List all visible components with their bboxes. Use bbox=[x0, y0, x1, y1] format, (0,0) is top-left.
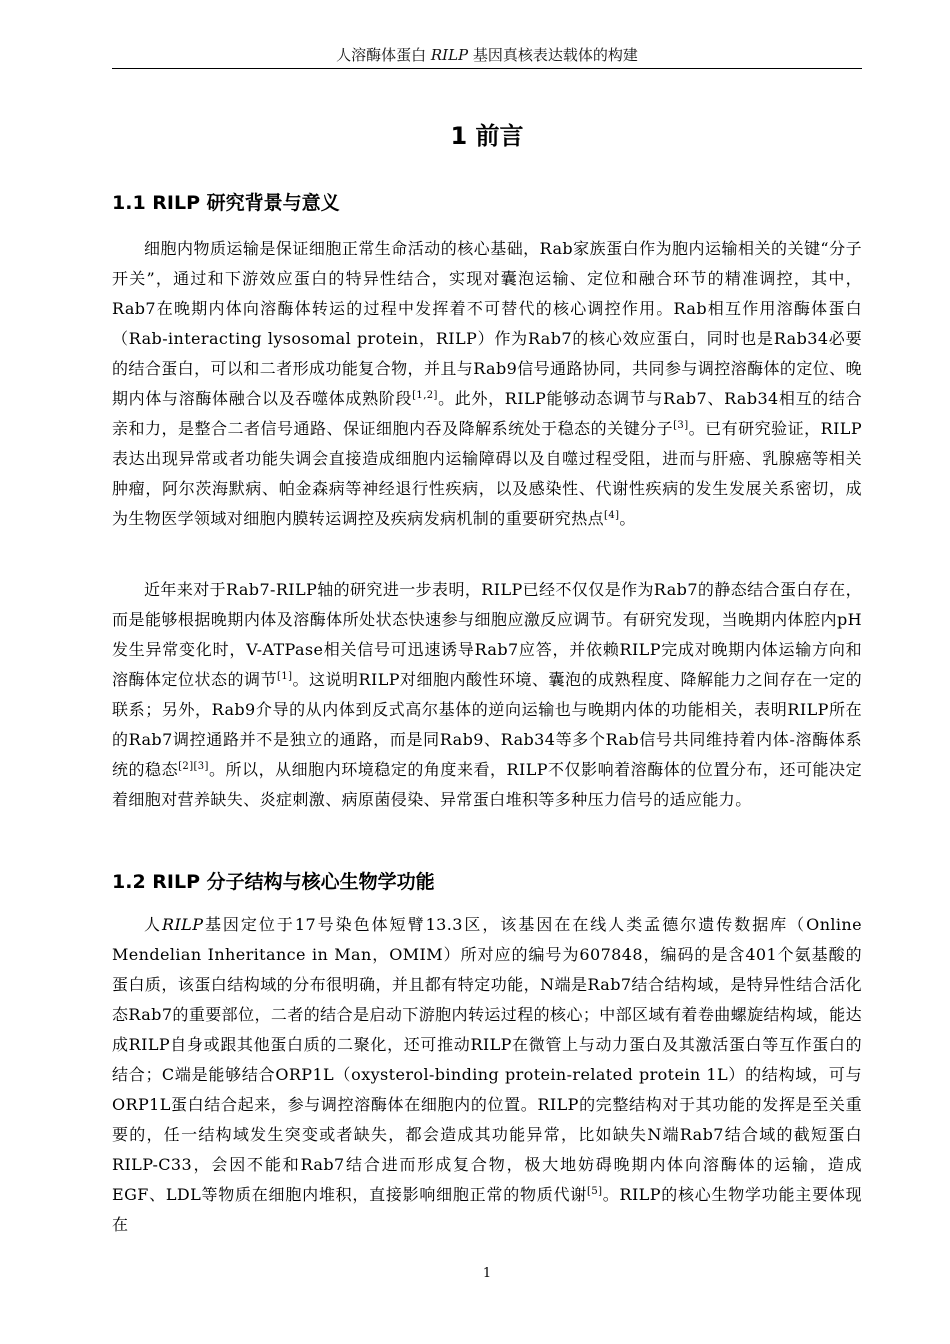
header-rule bbox=[112, 68, 862, 69]
p1-text-1: 细胞内物质运输是保证细胞正常生命活动的核心基础，Rab家族蛋白作为胞内运输相关的关键“分子开关”，通过和下游效应蛋白的特异性结合，实现对囊泡运输、定位和融合环节的精准调控，其中，Rab7在晚期内体向溶酶体转运的过程中发挥着不可替代的核心调控作用。Rab相互作用溶酶体蛋白（Rab-interacting lysosomal protein，RILP）作为Rab7的核心效应蛋白，同时也是Rab34必要的结合蛋白，可以和二者形成功能复合物，并且与Rab9信号通路协同，共同参与调控溶酶体的定位、晚期内体与溶酶体融合以及吞噬体成熟阶段 bbox=[112, 239, 862, 408]
p1-text-2: 。此外，RILP能够动态调节与Rab7、Rab34相互的结合亲和力，是整合二者信号通路、保证细胞内吞及降解系统处于稳态的关键分子 bbox=[112, 389, 862, 438]
p1-text-4: 。 bbox=[619, 509, 636, 528]
citation: [4] bbox=[604, 510, 620, 521]
p2-text-3: 。所以，从细胞内环境稳定的角度来看，RILP不仅影响着溶酶体的位置分布，还可能决定着细胞对营养缺失、炎症刺激、病原菌侵染、异常蛋白堆积等多种压力信号的适应能力。 bbox=[112, 760, 862, 809]
citation: [1,2] bbox=[412, 390, 438, 401]
citation: [2][3] bbox=[178, 761, 209, 772]
citation: [1] bbox=[277, 671, 293, 682]
header-title-gene: RILP bbox=[430, 46, 469, 64]
p1-text-3: 。已有研究验证，RILP表达出现异常或者功能失调会直接造成细胞内运输障碍以及自噬过程受阻，进而与肝癌、乳腺癌等相关肿瘤，阿尔茨海默病、帕金森病等神经退行性疾病，以及感染性、代谢性疾病的发生发展关系密切，成为生物医学领域对细胞内膜转运调控及疾病发病机制的重要研究热点 bbox=[112, 419, 862, 528]
p3-text-2: 。RILP的核心生物学功能主要体现在 bbox=[112, 1185, 862, 1234]
p2-text-1: 近年来对于Rab7-RILP轴的研究进一步表明，RILP已经不仅仅是作为Rab7的静态结合蛋白存在，而是能够根据晚期内体及溶酶体所处状态快速参与细胞应激反应调节。有研究发现，当晚期内体腔内pH发生异常变化时，V-ATPase相关信号可迅速诱导Rab7应答，并依赖RILP完成对晚期内体运输方向和溶酶体定位状态的调节 bbox=[112, 580, 862, 689]
section-title-1-2: 1.2 RILP 分子结构与核心生物学功能 bbox=[112, 871, 435, 893]
chapter-title: 1 前言 bbox=[450, 122, 524, 150]
gene-name: RILP bbox=[162, 915, 204, 934]
p2-text-2: 。这说明RILP对细胞内酸性环境、囊泡的成熟程度、降解能力之间存在一定的联系；另外，Rab9介导的从内体到反式高尔基体的逆向运输也与晚期内体的功能相关，表明RILP所在的Rab7调控通路并不是独立的通路，而是同Rab9、Rab34等多个Rab信号共同维持着内体-溶酶体系统的稳态 bbox=[112, 670, 862, 779]
section-title-1-1: 1.1 RILP 研究背景与意义 bbox=[112, 192, 340, 214]
running-header bbox=[112, 42, 862, 68]
citation: [5] bbox=[587, 1186, 603, 1197]
p3-text-0: 人 bbox=[144, 915, 162, 934]
paragraph-1 bbox=[112, 234, 862, 534]
header-title-post: 基因真核表达载体的构建 bbox=[468, 46, 638, 64]
paragraph-2 bbox=[112, 575, 862, 815]
header-title-pre: 人溶酶体蛋白 bbox=[336, 46, 431, 64]
citation: [3] bbox=[673, 420, 689, 431]
page-number: 1 bbox=[482, 1266, 492, 1281]
p3-text-1: 基因定位于17号染色体短臂13.3区，该基因在在线人类孟德尔遗传数据库（Online Mendelian Inheritance in Man，OMIM）所对应的编号为607848，编码的是含401个氨基酸的蛋白质，该蛋白结构域的分布很明确，并且都有特定功能，N端是Rab7结合结构域，是特异性结合活化态Rab7的重要部位，二者的结合是启动下游胞内转运过程的核心；中部区域有着卷曲螺旋结构域，能达成RILP自身或跟其他蛋白质的二聚化，还可推动RILP在微管上与动力蛋白及其激活蛋白等互作蛋白的结合；C端是能够结合ORP1L（oxysterol-binding protein-related protein 1L）的结构域，可与ORP1L蛋白结合起来，参与调控溶酶体在细胞内的位置。RILP的完整结构对于其功能的发挥是至关重要的，任一结构域发生突变或者缺失，都会造成其功能异常，比如缺失N端Rab7结合域的截短蛋白RILP-C33，会因不能和Rab7结合进而形成复合物，极大地妨碍晚期内体向溶酶体的运输，造成EGF、LDL等物质在细胞内堆积，直接影响细胞正常的物质代谢 bbox=[112, 915, 863, 1204]
paragraph-3 bbox=[112, 910, 862, 1240]
